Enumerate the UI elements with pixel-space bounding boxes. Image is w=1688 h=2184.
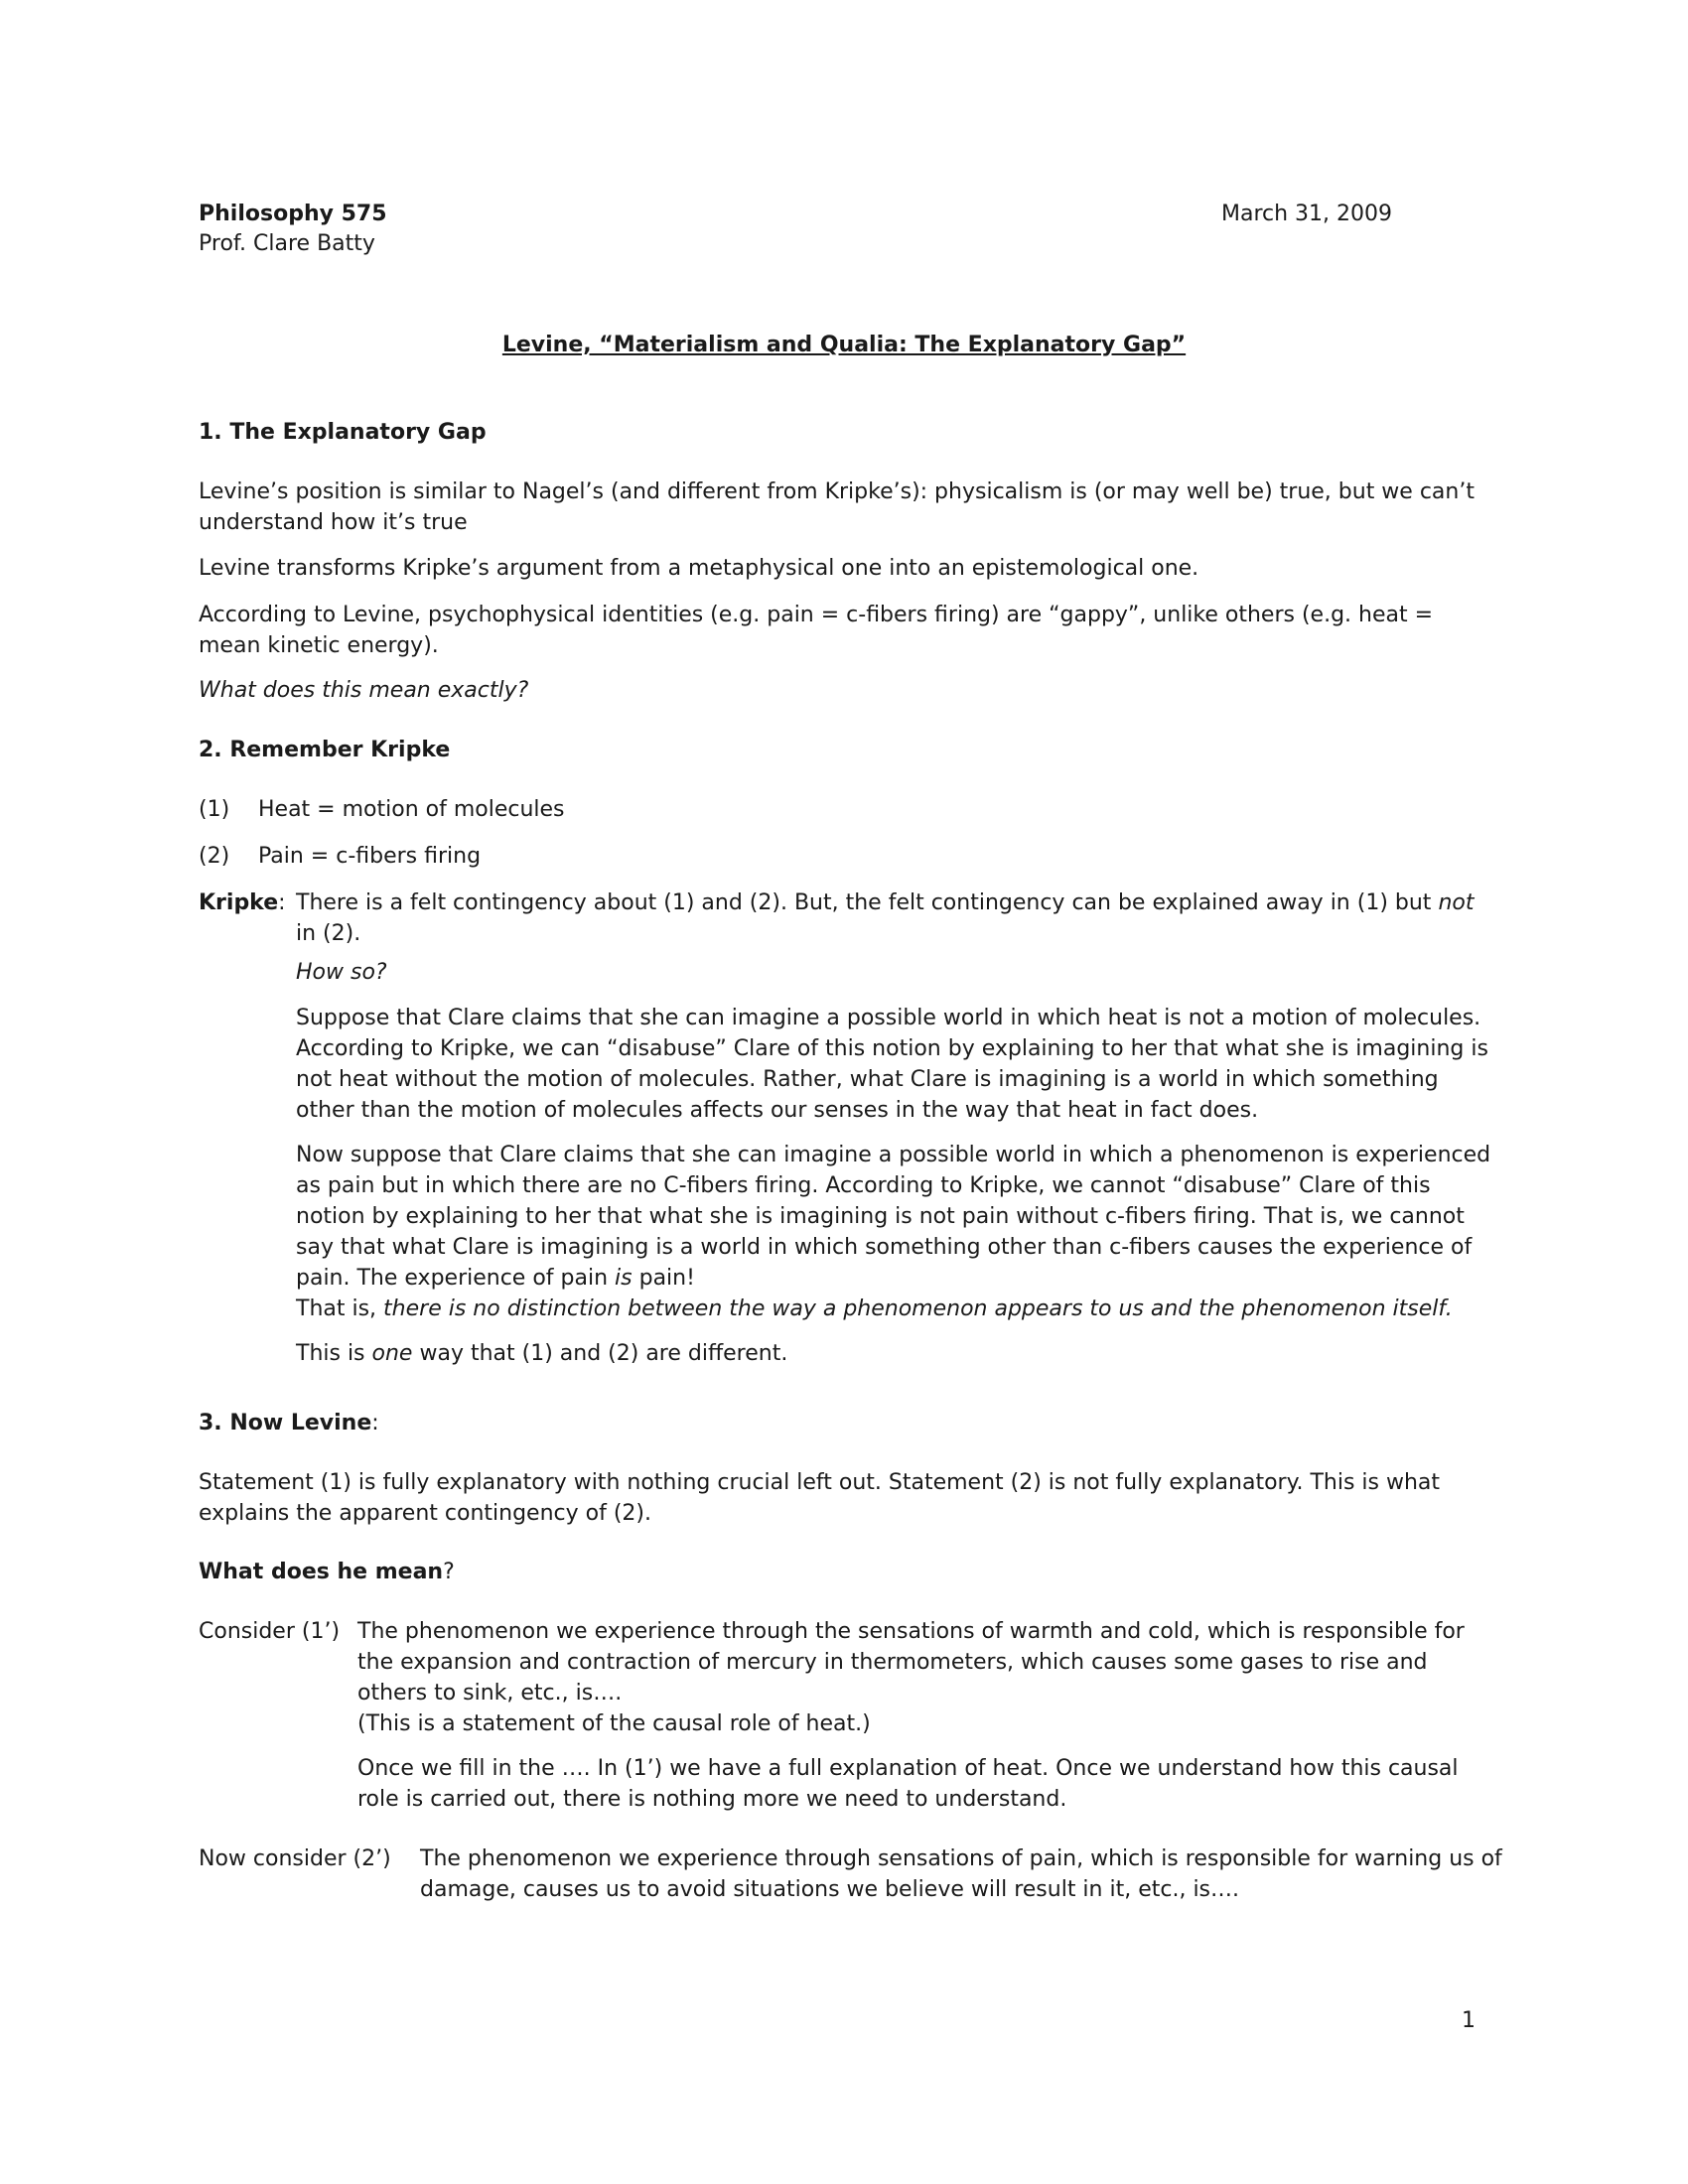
kripke-label-colon: : bbox=[278, 890, 286, 915]
section-3-heading bbox=[199, 1408, 379, 1438]
kripke-paragraph-1 bbox=[296, 887, 1487, 949]
emphasis-text: one bbox=[371, 1341, 413, 1366]
emphasis-text: there is no distinction between the way a phenomenon appears to us and the phenomenon itself. bbox=[383, 1297, 1453, 1321]
text-run: This is bbox=[296, 1341, 372, 1366]
text-run: in (2). bbox=[296, 921, 361, 946]
section-1-paragraph-2: Levine transforms Kripke’s argument from a metaphysical one into an epistemological one. bbox=[199, 556, 1199, 581]
document-date: March 31, 2009 bbox=[1221, 202, 1393, 226]
section-1-paragraph-3: According to Levine, psychophysical identities (e.g. pain = c-fibers firing) are “gappy”, unlike others (e.g. heat = mean kinetic energy). bbox=[199, 603, 1434, 658]
section-1-paragraph-1: Levine’s position is similar to Nagel’s (and different from Kripke’s): physicalism is (or may well be) true, but we can’t understand how it’s true bbox=[199, 479, 1475, 535]
page-number: 1 bbox=[1462, 2008, 1476, 2033]
text-run: That is, bbox=[296, 1297, 384, 1321]
kripke-paragraph-5 bbox=[296, 1338, 1497, 1369]
question-mark: ? bbox=[443, 1560, 455, 1584]
list-item-number: (2) bbox=[199, 844, 230, 869]
section-3-question bbox=[199, 1557, 455, 1587]
consider-2-label: Now consider (2’) bbox=[199, 1846, 391, 1871]
section-1-question: What does this mean exactly? bbox=[199, 678, 529, 703]
kripke-paragraph-2: Suppose that Clare claims that she can imagine a possible world in which heat is not a motion of molecules. According to Kripke, we can “disabuse” Clare of this notion by explaining to her that what she is imagining is not heat without the motion of molecules. Rather, what Clare is imagining is a world in which something other than the motion of molecules affects our senses in the way that heat in fact does. bbox=[296, 1006, 1488, 1123]
section-2-heading: 2. Remember Kripke bbox=[199, 738, 451, 762]
emphasis-text: not bbox=[1438, 890, 1475, 915]
section-3-paragraph-1: Statement (1) is fully explanatory with nothing crucial left out. Statement (2) is not fully explanatory. This is what explains the apparent contingency of (2). bbox=[199, 1470, 1441, 1526]
consider-1-explanation: Once we fill in the …. In (1’) we have a full explanation of heat. Once we understand how this causal role is carried out, there is nothing more we need to understand. bbox=[357, 1756, 1459, 1812]
section-3-heading-colon: : bbox=[371, 1411, 379, 1435]
text-run: way that (1) and (2) are different. bbox=[412, 1341, 788, 1366]
consider-2-text: The phenomenon we experience through sensations of pain, which is responsible for warning us of damage, causes us to avoid situations we believe will result in it, etc., is…. bbox=[420, 1846, 1502, 1902]
list-item-text: Heat = motion of molecules bbox=[258, 797, 565, 822]
consider-1-text: The phenomenon we experience through the sensations of warmth and cold, which is responsible for the expansion and contraction of mercury in thermometers, which causes some gases to rise and others to sink, etc., is…. bbox=[357, 1619, 1465, 1706]
list-item-number: (1) bbox=[199, 797, 230, 822]
text-run: pain! bbox=[632, 1266, 695, 1291]
question-text: What does he mean bbox=[199, 1560, 444, 1584]
course-name: Philosophy 575 bbox=[199, 202, 387, 226]
kripke-question: How so? bbox=[296, 960, 387, 985]
consider-1-parenthetical: (This is a statement of the causal role of heat.) bbox=[357, 1711, 871, 1736]
section-1-heading: 1. The Explanatory Gap bbox=[199, 420, 487, 445]
kripke-paragraph-4 bbox=[296, 1294, 1497, 1324]
text-run: Now suppose that Clare claims that she can imagine a possible world in which a phenomenon is experienced as pain but in which there are no C-fibers firing. According to Kripke, we cannot “disabuse” Clare of this notion by explaining to her that what she is imagining is not pain without c-fibers firing. That is, we cannot say that what Clare is imagining is a world in which something other than c-fibers causes the experience of pain. The experience of pain bbox=[296, 1143, 1491, 1291]
document-title: Levine, “Materialism and Qualia: The Explanatory Gap” bbox=[501, 333, 1187, 357]
professor-name: Prof. Clare Batty bbox=[199, 231, 375, 256]
emphasis-text: is bbox=[615, 1266, 633, 1291]
kripke-paragraph-3 bbox=[296, 1140, 1497, 1294]
kripke-label bbox=[199, 887, 286, 918]
consider-1-label: Consider (1’) bbox=[199, 1619, 341, 1644]
kripke-label-text: Kripke bbox=[199, 890, 279, 915]
section-3-heading-text: 3. Now Levine bbox=[199, 1411, 372, 1435]
text-run: There is a felt contingency about (1) and (2). But, the felt contingency can be explained away in (1) but bbox=[296, 890, 1439, 915]
list-item-text: Pain = c-fibers firing bbox=[258, 844, 482, 869]
